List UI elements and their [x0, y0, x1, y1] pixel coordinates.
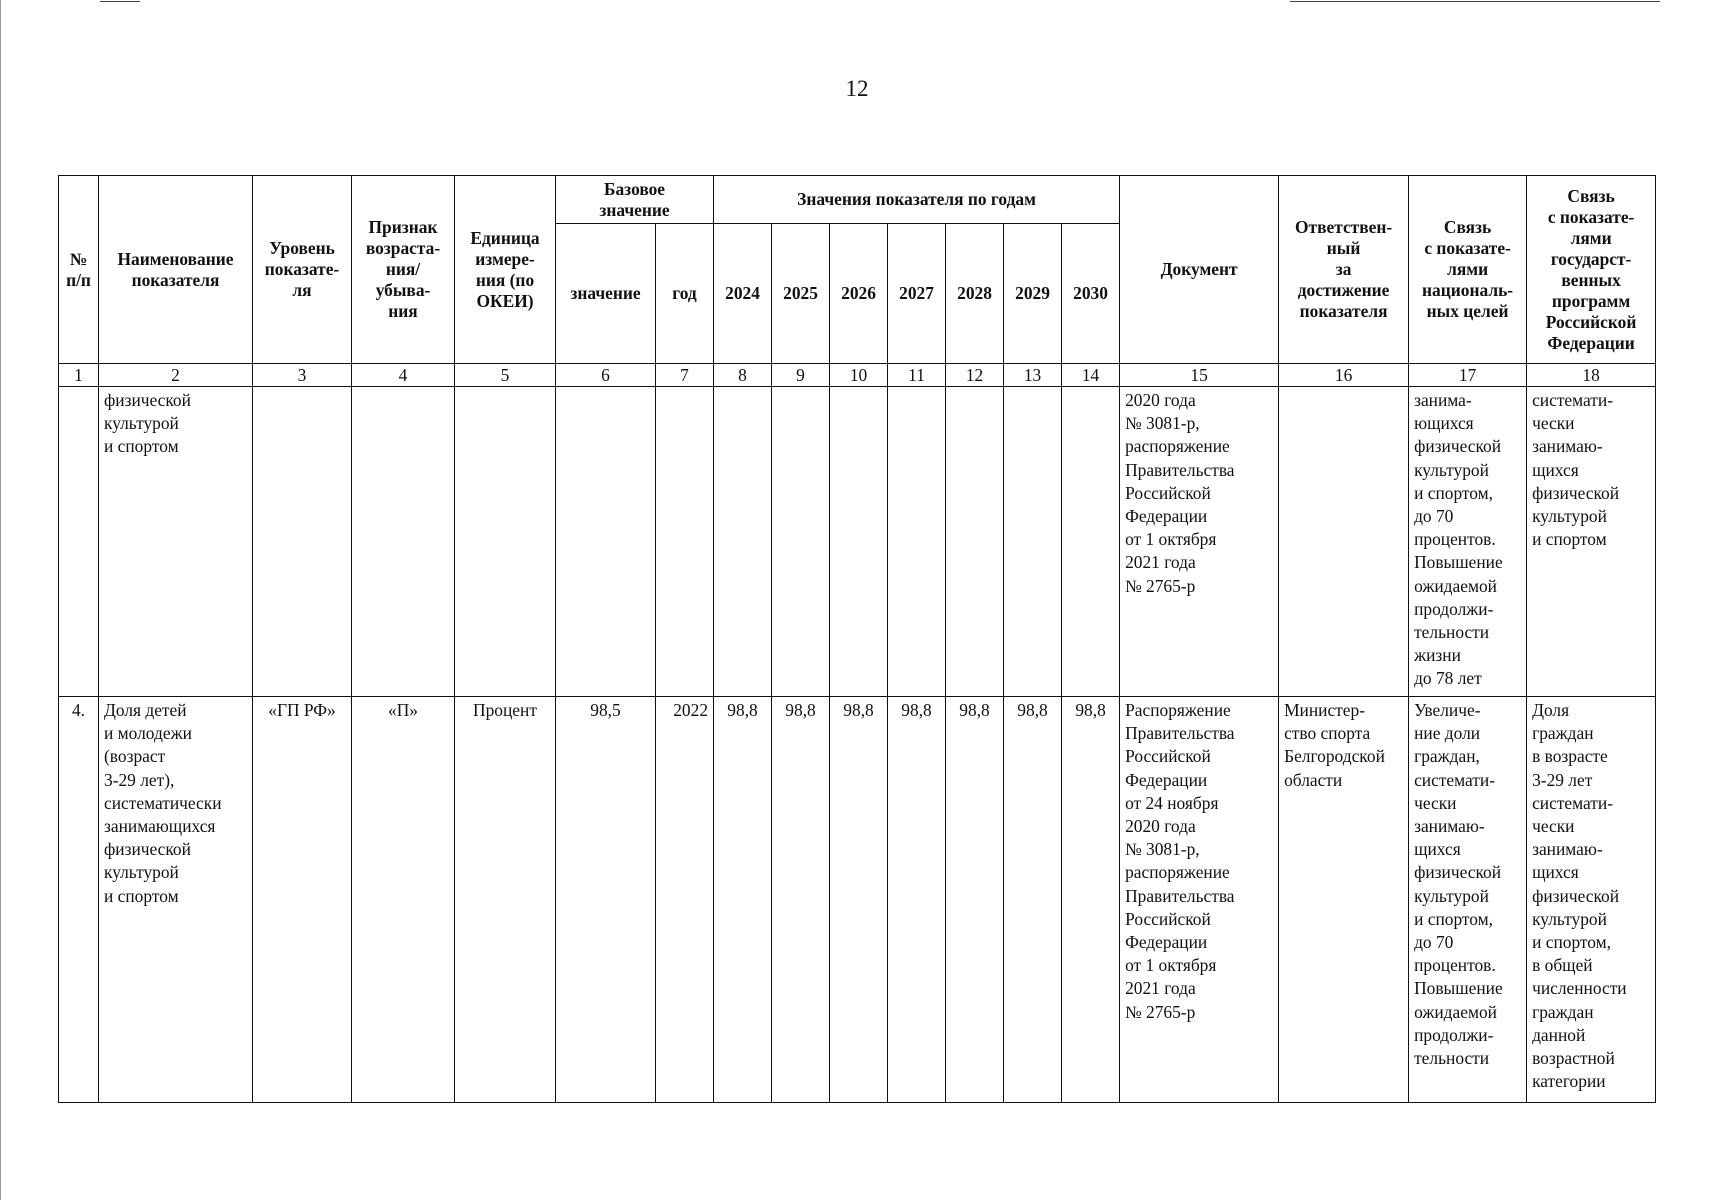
- column-number: 2: [99, 364, 253, 387]
- column-number: 4: [352, 364, 455, 387]
- column-number: 14: [1062, 364, 1120, 387]
- row-base-year: 2022: [656, 697, 714, 1103]
- row-unit: [455, 387, 556, 697]
- header-base: Базовое значение: [556, 176, 714, 224]
- header-level: Уровень показате- ля: [253, 176, 352, 364]
- row-num: 4.: [59, 697, 99, 1103]
- row-name: Доля детей и молодежи (возраст 3-29 лет), систематически занимающихся физической культурой и спортом: [99, 697, 253, 1103]
- column-number: 18: [1527, 364, 1656, 387]
- header-document: Документ: [1120, 176, 1279, 364]
- scan-edge-line: [100, 1, 140, 2]
- header-sign: Признак возраста- ния/ убыва- ния: [352, 176, 455, 364]
- row-level: [253, 387, 352, 697]
- row-link-national: занима- ющихся физической культурой и спортом, до 70 процентов. Повышение ожидаемой продолжи- тельности жизни до 78 лет: [1409, 387, 1527, 697]
- header-year: 2030: [1062, 224, 1120, 364]
- row-document: 2020 года № 3081-р, распоряжение Правительства Российской Федерации от 1 октября 2021 года № 2765-р: [1120, 387, 1279, 697]
- row-year-value: [1062, 387, 1120, 697]
- table-header: [59, 176, 1656, 387]
- table-row: [59, 697, 1656, 1103]
- row-link-state: Доля граждан в возрасте 3-29 лет системати- чески занимаю- щихся физической культурой и спортом, в общей численности граждан данной возрастной категории: [1527, 697, 1656, 1103]
- column-number: 7: [656, 364, 714, 387]
- column-number: 16: [1279, 364, 1409, 387]
- row-year-value: 98,8: [1062, 697, 1120, 1103]
- row-year-value: 98,8: [772, 697, 830, 1103]
- header-link-state: Связь с показате- лями государст- венных программ Российской Федерации: [1527, 176, 1656, 364]
- column-number: 13: [1004, 364, 1062, 387]
- row-year-value: [946, 387, 1004, 697]
- header-years-group: Значения показателя по годам: [714, 176, 1120, 224]
- row-year-value: [772, 387, 830, 697]
- row-year-value: [714, 387, 772, 697]
- column-number: 8: [714, 364, 772, 387]
- header-year: 2026: [830, 224, 888, 364]
- row-base-value: 98,5: [556, 697, 656, 1103]
- row-base-value: [556, 387, 656, 697]
- row-document: Распоряжение Правительства Российской Федерации от 24 ноября 2020 года № 3081-р, распоряжение Правительства Российской Федерации от 1 октября 2021 года № 2765-р: [1120, 697, 1279, 1103]
- column-number: 17: [1409, 364, 1527, 387]
- header-link-national: Связь с показате- лями националь- ных целей: [1409, 176, 1527, 364]
- row-num: [59, 387, 99, 697]
- row-year-value: [1004, 387, 1062, 697]
- row-year-value: [830, 387, 888, 697]
- header-name: Наименование показателя: [99, 176, 253, 364]
- page-number: 12: [845, 76, 869, 101]
- row-unit: Процент: [455, 697, 556, 1103]
- header-year: 2029: [1004, 224, 1062, 364]
- row-responsible: [1279, 387, 1409, 697]
- column-number: 3: [253, 364, 352, 387]
- row-link-state: системати- чески занимаю- щихся физической культурой и спортом: [1527, 387, 1656, 697]
- row-year-value: 98,8: [888, 697, 946, 1103]
- indicators-table: [58, 175, 1656, 1103]
- row-level: «ГП РФ»: [253, 697, 352, 1103]
- column-number: 1: [59, 364, 99, 387]
- column-number: 10: [830, 364, 888, 387]
- header-year: 2028: [946, 224, 1004, 364]
- column-number: 9: [772, 364, 830, 387]
- column-number: 5: [455, 364, 556, 387]
- row-link-national: Увеличе- ние доли граждан, системати- чески занимаю- щихся физической культурой и спортом, до 70 процентов. Повышение ожидаемой продолжи- тельности: [1409, 697, 1527, 1103]
- row-sign: «П»: [352, 697, 455, 1103]
- row-name: физической культурой и спортом: [99, 387, 253, 697]
- page-edge-line: [0, 0, 1, 1200]
- header-year: 2027: [888, 224, 946, 364]
- row-year-value: 98,8: [830, 697, 888, 1103]
- row-year-value: [888, 387, 946, 697]
- row-sign: [352, 387, 455, 697]
- header-base-year: год: [656, 224, 714, 364]
- row-year-value: 98,8: [714, 697, 772, 1103]
- row-responsible: Министер- ство спорта Белгородской области: [1279, 697, 1409, 1103]
- column-number: 12: [946, 364, 1004, 387]
- header-unit: Единица измере- ния (по ОКЕИ): [455, 176, 556, 364]
- header-responsible: Ответствен- ный за достижение показателя: [1279, 176, 1409, 364]
- table-row: [59, 387, 1656, 697]
- header-base-value: значение: [556, 224, 656, 364]
- scan-edge-line: [1290, 1, 1660, 2]
- column-number: 11: [888, 364, 946, 387]
- column-numbers-row: [59, 364, 1656, 387]
- header-num: № п/п: [59, 176, 99, 364]
- row-year-value: 98,8: [1004, 697, 1062, 1103]
- row-year-value: 98,8: [946, 697, 1004, 1103]
- column-number: 15: [1120, 364, 1279, 387]
- column-number: 6: [556, 364, 656, 387]
- row-base-year: [656, 387, 714, 697]
- header-year: 2024: [714, 224, 772, 364]
- header-year: 2025: [772, 224, 830, 364]
